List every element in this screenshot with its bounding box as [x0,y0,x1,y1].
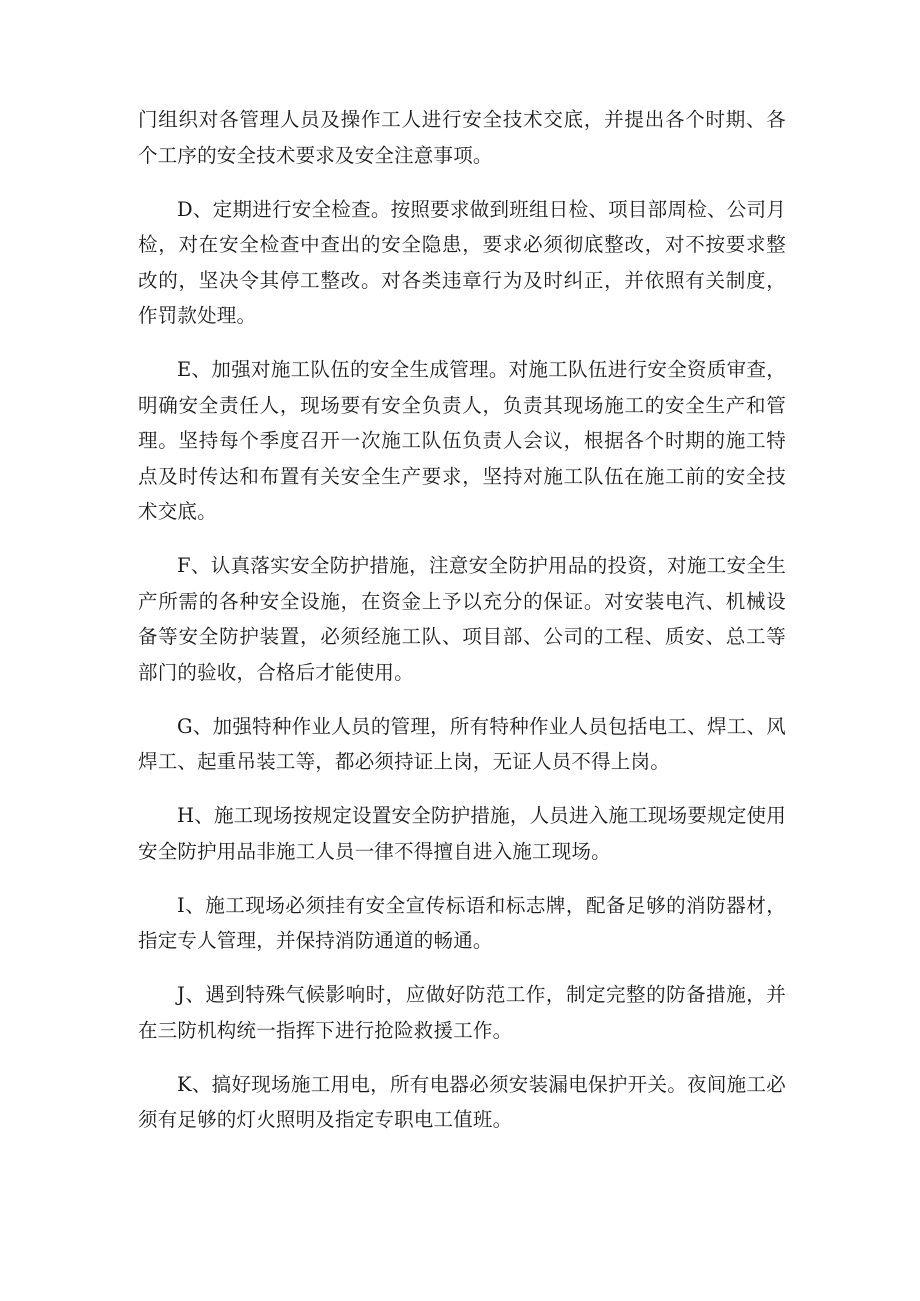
paragraph-e: E、加强对施工队伍的安全生成管理。对施工队伍进行安全资质审查，明确安全责任人，现场要有安全负责人，负责其现场施工的安全生产和管理。坚持每个季度召开一次施工队伍负责人会议，根据各个时期的施工特点及时传达和布置有关安全生产要求，坚持对施工队伍在施工前的安全技术交底。 [138,358,786,523]
paragraph-g: G、加强特种作业人员的管理，所有特种作业人员包括电工、焊工、风焊工、起重吊装工等，都必须持证上岗，无证人员不得上岗。 [138,714,786,773]
paragraph-j: J、遇到特殊气候影响时，应做好防范工作，制定完整的防备措施，并在三防机构统一指挥下进行抢险救援工作。 [138,983,786,1042]
paragraph-f: F、认真落实安全防护措施，注意安全防护用品的投资，对施工安全生产所需的各种安全设施，在资金上予以充分的保证。对安装电汽、机械设备等安全防护装置，必须经施工队、项目部、公司的工程、质安、总工等部门的验收，合格后才能使用。 [138,554,786,684]
paragraph-h: H、施工现场按规定设置安全防护措施，人员进入施工现场要规定使用安全防护用品非施工人员一律不得擅自进入施工现场。 [138,804,786,863]
paragraph-i: I、施工现场必须挂有安全宣传标语和标志牌，配备足够的消防器材，指定专人管理，并保持消防通道的畅通。 [138,893,786,952]
paragraph-k: K、搞好现场施工用电，所有电器必须安装漏电保护开关。夜间施工必须有足够的灯火照明及指定专职电工值班。 [138,1072,786,1131]
document-body [138,102,786,1156]
paragraph-d: D、定期进行安全检查。按照要求做到班组日检、项目部周检、公司月检，对在安全检查中查出的安全隐患，要求必须彻底整改，对不按要求整改的，坚决令其停工整改。对各类违章行为及时纠正，并依照有关制度，作罚款处理。 [138,197,786,327]
paragraph-continued: 门组织对各管理人员及操作工人进行安全技术交底，并提出各个时期、各个工序的安全技术要求及安全注意事项。 [138,108,786,167]
